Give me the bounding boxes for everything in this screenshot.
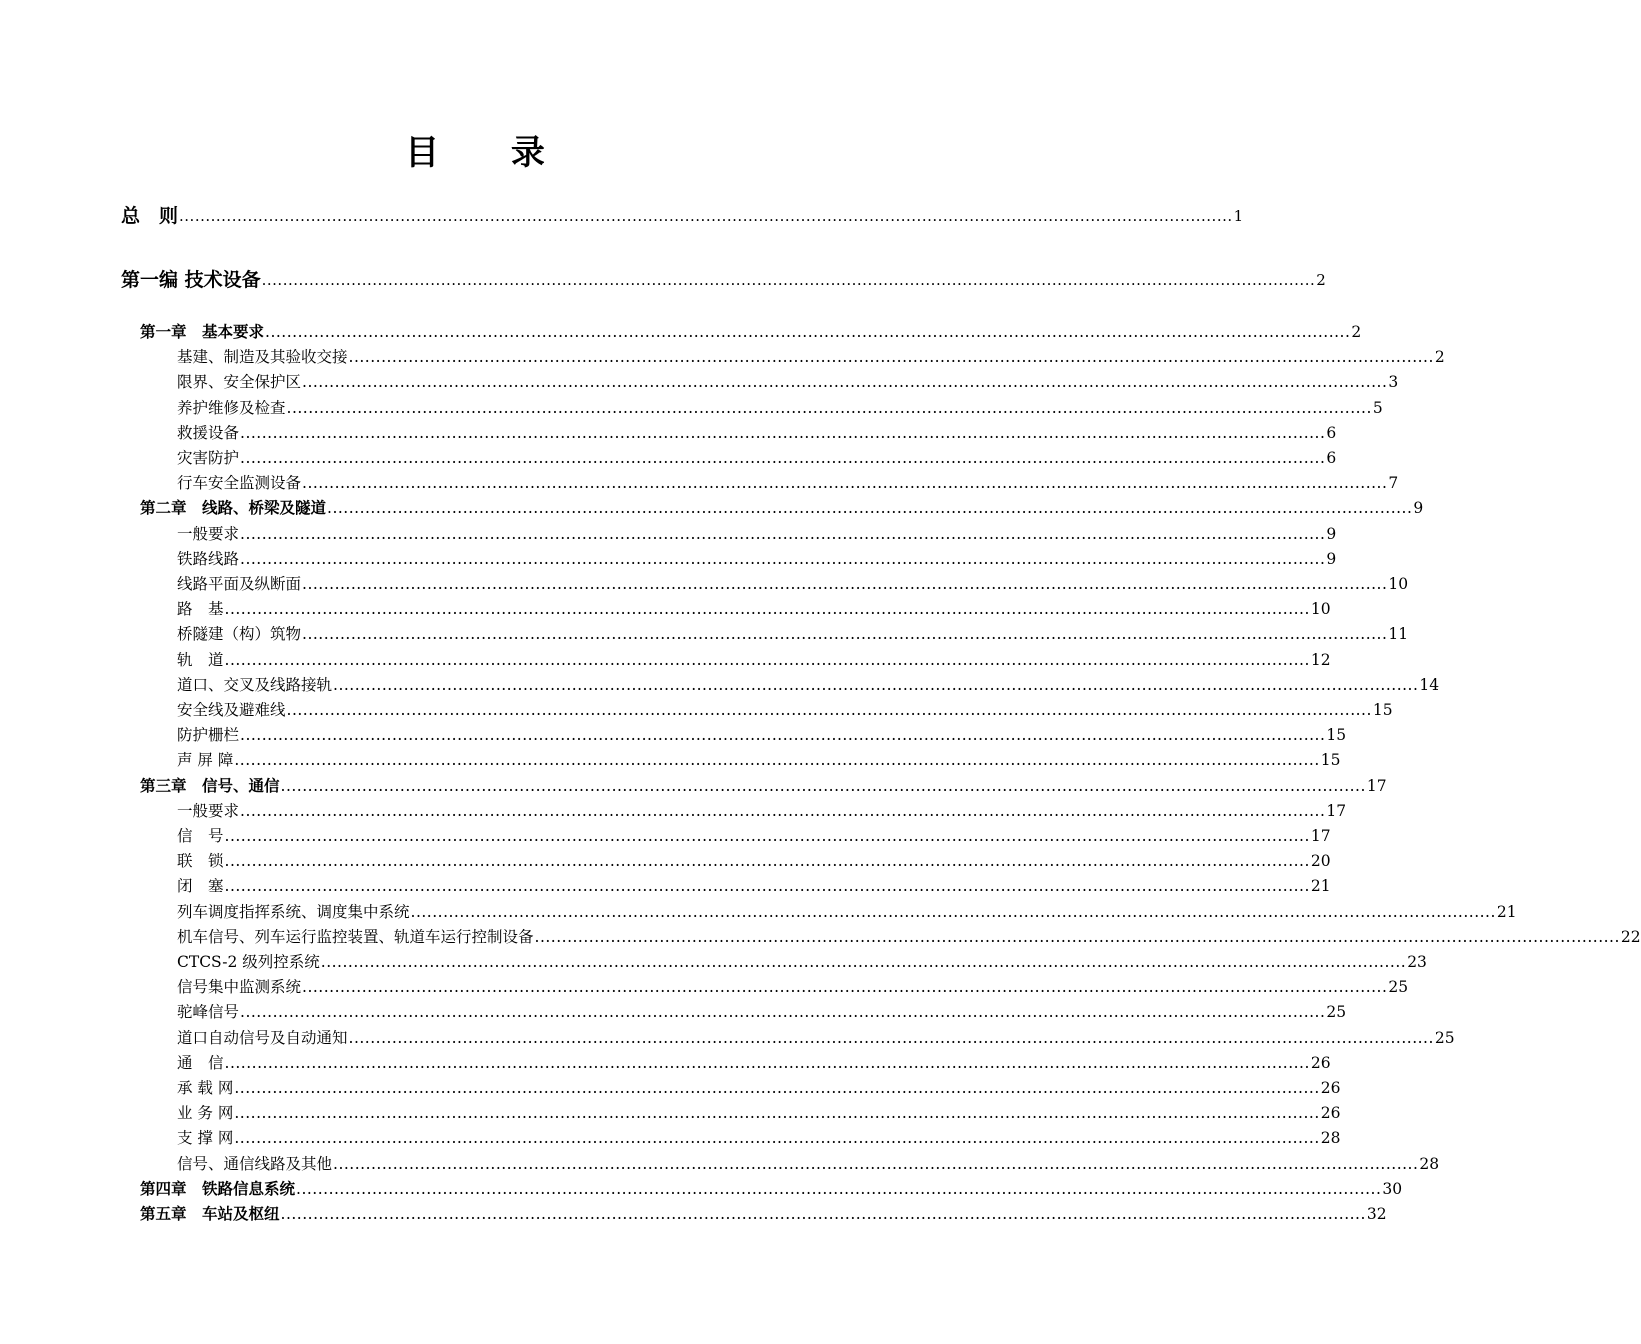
toc-page-number: 10 xyxy=(1388,575,1409,593)
toc-page-number: 25 xyxy=(1388,978,1409,997)
toc-dot-leader: ........................................................................................................................................................................................................ xyxy=(333,1154,1419,1173)
toc-chapter-entry[interactable] xyxy=(140,774,1387,799)
toc-dot-leader: ........................................................................................................................................................................................................ xyxy=(224,877,1310,896)
toc-dot-leader: ........................................................................................................................................................................................................ xyxy=(240,726,1326,745)
toc-section-entry[interactable] xyxy=(177,698,1393,723)
toc-dot-leader: ........................................................................................................................................................................................................ xyxy=(302,474,1388,493)
toc-dot-leader: ........................................................................................................................................................................................................ xyxy=(265,323,1351,341)
toc-section-entry[interactable] xyxy=(177,874,1331,899)
toc-section-entry[interactable] xyxy=(177,950,1427,975)
toc-section-entry[interactable] xyxy=(177,396,1383,421)
toc-page-number: 14 xyxy=(1419,675,1440,694)
toc-dot-leader: ........................................................................................................................................................................................................ xyxy=(280,776,1366,795)
toc-chapter-entry[interactable] xyxy=(140,496,1424,521)
toc-entry-title: 业 务 网 xyxy=(177,1104,234,1123)
toc-section-entry[interactable] xyxy=(177,1101,1341,1126)
toc-entry-title: 一般要求 xyxy=(177,801,240,820)
toc-section-entry[interactable] xyxy=(177,849,1331,874)
toc-dot-leader: ........................................................................................................................................................................................................ xyxy=(302,373,1388,392)
toc-page-number: 15 xyxy=(1320,751,1341,770)
toc-dot-leader: ........................................................................................................................................................................................................ xyxy=(280,1205,1366,1223)
toc-page-number: 28 xyxy=(1320,1129,1341,1148)
toc-entry-title: 铁路线路 xyxy=(177,549,240,568)
toc-dot-leader: ........................................................................................................................................................................................................ xyxy=(224,1053,1310,1072)
toc-dot-leader: ........................................................................................................................................................................................................ xyxy=(179,207,1233,225)
toc-page-number: 11 xyxy=(1388,625,1409,644)
toc-section-entry[interactable] xyxy=(177,471,1399,496)
toc-entry-title: 安全线及避难线 xyxy=(177,701,286,719)
toc-page-number: 15 xyxy=(1326,726,1347,745)
toc-entry-title: 列车调度指挥系统、调度集中系统 xyxy=(177,902,410,921)
toc-dot-leader: ........................................................................................................................................................................................................ xyxy=(348,348,1434,367)
toc-section-entry[interactable] xyxy=(177,421,1337,446)
toc-entry-title: 第一编 技术设备 xyxy=(121,269,261,291)
toc-page-number: 17 xyxy=(1366,776,1387,795)
toc-dot-leader: ........................................................................................................................................................................................................ xyxy=(302,978,1388,997)
toc-entry-title: 信号集中监测系统 xyxy=(177,978,302,997)
toc-entry-title: 基建、制造及其验收交接 xyxy=(177,348,348,367)
toc-dot-leader: ........................................................................................................................................................................................................ xyxy=(261,271,1316,289)
toc-page-number: 2 xyxy=(1316,271,1326,289)
toc-page-number: 6 xyxy=(1326,449,1337,467)
toc-page-number: 20 xyxy=(1310,852,1331,871)
toc-entry-title: 救援设备 xyxy=(177,423,240,442)
toc-section-entry[interactable] xyxy=(177,622,1409,647)
toc-part-entry[interactable] xyxy=(121,265,1326,295)
toc-entry-title: 行车安全监测设备 xyxy=(177,474,302,493)
toc-dot-leader: ........................................................................................................................................................................................................ xyxy=(286,701,1372,719)
toc-section-entry[interactable] xyxy=(177,345,1445,370)
toc-dot-leader: ........................................................................................................................................................................................................ xyxy=(224,827,1310,845)
toc-dot-leader: ........................................................................................................................................................................................................ xyxy=(348,1028,1434,1047)
toc-dot-leader: ........................................................................................................................................................................................................ xyxy=(240,549,1326,568)
toc-page-number: 7 xyxy=(1388,474,1399,493)
toc-chapter-entry[interactable] xyxy=(140,1202,1387,1227)
toc-dot-leader: ........................................................................................................................................................................................................ xyxy=(224,852,1310,871)
toc-page-number: 21 xyxy=(1310,877,1331,896)
toc-page-number: 30 xyxy=(1382,1179,1403,1198)
toc-part-entry[interactable] xyxy=(121,201,1244,231)
toc-section-entry[interactable] xyxy=(177,1000,1347,1025)
toc-page-number: 26 xyxy=(1320,1079,1341,1097)
toc-dot-leader: ........................................................................................................................................................................................................ xyxy=(234,751,1320,770)
toc-page-number: 26 xyxy=(1320,1104,1341,1123)
toc-dot-leader: ........................................................................................................................................................................................................ xyxy=(534,927,1620,946)
toc-section-entry[interactable] xyxy=(177,975,1409,1000)
toc-dot-leader: ........................................................................................................................................................................................................ xyxy=(224,650,1310,669)
toc-page-number: 9 xyxy=(1326,549,1337,568)
toc-chapter-entry[interactable] xyxy=(140,320,1362,345)
toc-dot-leader: ........................................................................................................................................................................................................ xyxy=(302,575,1388,593)
toc-section-entry[interactable] xyxy=(177,446,1337,471)
toc-entry-title: 限界、安全保护区 xyxy=(177,373,302,392)
toc-entry-title: CTCS-2 级列控系统 xyxy=(177,953,320,971)
toc-entry-title: 灾害防护 xyxy=(177,449,240,467)
toc-page-number: 2 xyxy=(1351,323,1362,341)
toc-entry-title: 总 则 xyxy=(121,205,179,227)
toc-page-number: 3 xyxy=(1388,373,1399,392)
toc-entry-title: 驼峰信号 xyxy=(177,1003,240,1022)
toc-page-number: 25 xyxy=(1434,1028,1455,1047)
toc-dot-leader: ........................................................................................................................................................................................................ xyxy=(240,449,1326,467)
toc-page-number: 15 xyxy=(1372,701,1393,719)
toc-page-number: 12 xyxy=(1310,650,1331,669)
toc-section-entry[interactable] xyxy=(177,900,1517,925)
toc-page-number: 2 xyxy=(1434,348,1445,367)
toc-page-number: 5 xyxy=(1372,398,1383,417)
toc-entry-title: 闭 塞 xyxy=(177,877,224,896)
toc-entry-title: 支 撑 网 xyxy=(177,1129,234,1148)
toc-section-entry[interactable] xyxy=(177,723,1347,748)
toc-entry-title: 路 基 xyxy=(177,600,224,619)
toc-dot-leader: ........................................................................................................................................................................................................ xyxy=(302,625,1388,644)
toc-entry-title: 第二章 线路、桥梁及隧道 xyxy=(140,499,327,518)
toc-section-entry[interactable] xyxy=(177,1126,1341,1151)
toc-page-number: 9 xyxy=(1413,499,1424,518)
toc-entry-title: 线路平面及纵断面 xyxy=(177,575,302,593)
toc-page-number: 10 xyxy=(1310,600,1331,619)
toc-entry-title: 第五章 车站及枢纽 xyxy=(140,1205,280,1223)
toc-page-number: 9 xyxy=(1326,524,1337,543)
toc-dot-leader: ........................................................................................................................................................................................................ xyxy=(240,801,1326,820)
toc-section-entry[interactable] xyxy=(177,370,1399,395)
toc-section-entry[interactable] xyxy=(177,824,1331,849)
toc-dot-leader: ........................................................................................................................................................................................................ xyxy=(327,499,1413,518)
toc-dot-leader: ........................................................................................................................................................................................................ xyxy=(286,398,1372,417)
toc-dot-leader: ........................................................................................................................................................................................................ xyxy=(234,1079,1320,1097)
toc-entry-title: 第四章 铁路信息系统 xyxy=(140,1179,296,1198)
toc-section-entry[interactable] xyxy=(177,522,1337,547)
toc-dot-leader: ........................................................................................................................................................................................................ xyxy=(240,524,1326,543)
toc-section-entry[interactable] xyxy=(177,648,1331,673)
toc-entry-title: 一般要求 xyxy=(177,524,240,543)
toc-entry-title: 机车信号、列车运行监控装置、轨道车运行控制设备 xyxy=(177,927,534,946)
toc-page-number: 28 xyxy=(1419,1154,1440,1173)
toc-section-entry[interactable] xyxy=(177,572,1409,597)
toc-section-entry[interactable] xyxy=(177,1076,1341,1101)
toc-section-entry[interactable] xyxy=(177,925,1641,950)
toc-section-entry[interactable] xyxy=(177,748,1341,773)
toc-dot-leader: ........................................................................................................................................................................................................ xyxy=(410,902,1496,921)
toc-entry-title: 轨 道 xyxy=(177,650,224,669)
toc-dot-leader: ........................................................................................................................................................................................................ xyxy=(240,423,1326,442)
toc-entry-title: 第一章 基本要求 xyxy=(140,323,265,341)
toc-dot-leader: ........................................................................................................................................................................................................ xyxy=(240,1003,1326,1022)
toc-entry-title: 防护栅栏 xyxy=(177,726,240,745)
toc-section-entry[interactable] xyxy=(177,1152,1440,1177)
toc-page-number: 22 xyxy=(1620,927,1641,946)
toc-page-number: 21 xyxy=(1496,902,1517,921)
toc-section-entry[interactable] xyxy=(177,547,1337,572)
toc-page-number: 26 xyxy=(1310,1053,1331,1072)
toc-dot-leader: ........................................................................................................................................................................................................ xyxy=(234,1104,1320,1123)
toc-entry-title: 第三章 信号、通信 xyxy=(140,776,280,795)
toc-chapter-entry[interactable] xyxy=(140,1177,1403,1202)
toc-dot-leader: ........................................................................................................................................................................................................ xyxy=(224,600,1310,619)
toc-dot-leader: ........................................................................................................................................................................................................ xyxy=(333,675,1419,694)
toc-page-number: 6 xyxy=(1326,423,1337,442)
toc-page-number: 25 xyxy=(1326,1003,1347,1022)
toc-dot-leader: ........................................................................................................................................................................................................ xyxy=(296,1179,1382,1198)
toc-page-number: 32 xyxy=(1366,1205,1387,1223)
toc-entry-title: 通 信 xyxy=(177,1053,224,1072)
toc-page-number: 17 xyxy=(1326,801,1347,820)
toc-dot-leader: ........................................................................................................................................................................................................ xyxy=(234,1129,1320,1148)
toc-dot-leader: ........................................................................................................................................................................................................ xyxy=(320,953,1407,971)
toc-entry-title: 养护维修及检查 xyxy=(177,398,286,417)
toc-entry-title: 桥隧建（构）筑物 xyxy=(177,625,302,644)
page-title: 目 录 xyxy=(405,133,575,173)
toc-section-entry[interactable] xyxy=(177,799,1347,824)
toc-entry-title: 信 号 xyxy=(177,827,224,845)
toc-page-number: 23 xyxy=(1407,953,1427,971)
toc-entry-title: 联 锁 xyxy=(177,852,224,871)
toc-page-number: 17 xyxy=(1310,827,1331,845)
toc-section-entry[interactable] xyxy=(177,1051,1331,1076)
toc-section-entry[interactable] xyxy=(177,1026,1455,1051)
toc-entry-title: 承 载 网 xyxy=(177,1079,234,1097)
toc-entry-title: 声 屏 障 xyxy=(177,751,234,770)
toc-entry-title: 道口、交叉及线路接轨 xyxy=(177,675,333,694)
toc-section-entry[interactable] xyxy=(177,597,1331,622)
toc-section-entry[interactable] xyxy=(177,673,1440,698)
toc-entry-title: 信号、通信线路及其他 xyxy=(177,1154,333,1173)
toc-entry-title: 道口自动信号及自动通知 xyxy=(177,1028,348,1047)
toc-page-number: 1 xyxy=(1233,207,1244,225)
